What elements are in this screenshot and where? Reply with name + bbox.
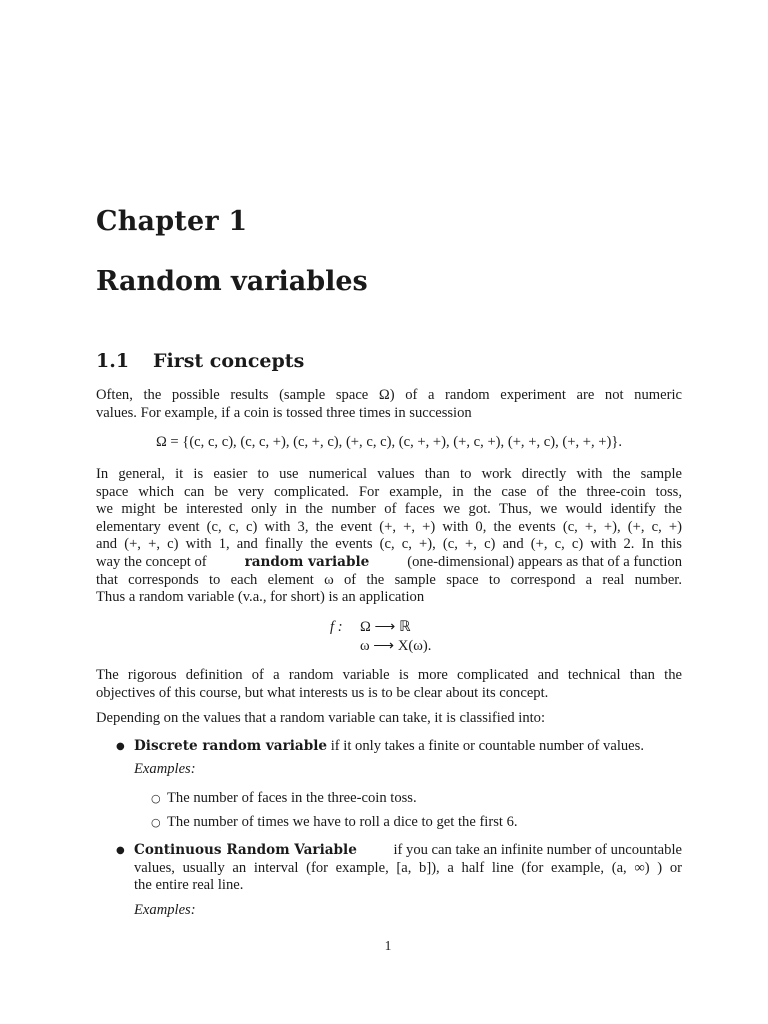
list-subitem: The number of faces in the three-coin toss. bbox=[167, 790, 417, 806]
term-random-variable: random variable bbox=[244, 553, 370, 570]
paragraph-line: The rigorous definition of a random variable is more complicated and technical than the bbox=[96, 667, 682, 683]
list-item-discrete bbox=[134, 738, 644, 756]
paragraph-classification bbox=[96, 710, 682, 728]
sample-space-formula: Ω = {(c, c, c), (c, c, +), (c, +, c), (+, c, c), (c, +, +), (+, c, +), (+, +, c), (+, +, +)}. bbox=[155, 434, 623, 450]
paragraph-line: objectives of this course, but what interests us is to be clear about its concept. bbox=[96, 684, 549, 701]
mapping-row bbox=[330, 618, 431, 637]
mapping-definition bbox=[330, 618, 431, 656]
term-discrete-random-variable: Discrete random variable bbox=[134, 738, 328, 754]
page-number: 1 bbox=[384, 938, 392, 953]
paragraph-line: Thus a random variable (v.a., for short) is an application bbox=[96, 589, 425, 606]
paragraph-line: elementary event (c, c, c) with 3, the event (+, +, +) with 0, the events (c, +, +), (+, c, +) bbox=[96, 518, 682, 535]
term-continuous-random-variable: Continuous Random Variable bbox=[134, 842, 357, 858]
paragraph-line: space which can be very complicated. For example, in the case of the three-coin toss, bbox=[96, 483, 682, 500]
mapping-row bbox=[330, 637, 431, 656]
mapping-domain: Ω ⟶ ℝ bbox=[360, 619, 411, 635]
list-item-text: if it only takes a finite or countable number of values. bbox=[330, 738, 644, 754]
circle-bullet-icon: ○ bbox=[151, 816, 161, 829]
text-run: (one-dimensional) appears as that of a function bbox=[407, 553, 682, 570]
chapter-title: Random variables bbox=[96, 266, 368, 297]
examples-label: Examples: bbox=[134, 902, 196, 918]
section-heading bbox=[96, 350, 304, 372]
bullet-icon: ● bbox=[116, 741, 125, 752]
mapping-function-name: f : bbox=[330, 619, 343, 635]
paragraph-line: Depending on the values that a random variable can take, it is classified into: bbox=[96, 710, 546, 726]
chapter-label: Chapter 1 bbox=[96, 206, 248, 237]
paragraph-line bbox=[96, 554, 682, 572]
paragraph-line: and (+, +, c) with 1, and finally the events (c, c, +), (c, +, c) and (+, c, c) with 2. In this bbox=[96, 536, 682, 553]
text-run: way the concept of bbox=[96, 553, 207, 570]
paragraph-line: Often, the possible results (sample space Ω) of a random experiment are not numeric bbox=[96, 387, 682, 403]
section-number: 1.1 bbox=[96, 350, 130, 372]
circle-bullet-icon: ○ bbox=[151, 792, 161, 805]
paragraph-line bbox=[134, 842, 682, 860]
section-title: First concepts bbox=[153, 350, 305, 372]
paragraph-intro bbox=[96, 387, 682, 422]
paragraph-numeric-values bbox=[96, 466, 682, 607]
bullet-icon: ● bbox=[116, 845, 125, 856]
examples-label: Examples: bbox=[134, 761, 196, 777]
paragraph-line: we might be interested only in the number of faces we got. Thus, we would identify the bbox=[96, 501, 682, 518]
mapping-value: ω ⟶ X(ω). bbox=[360, 638, 432, 654]
paragraph-line: that corresponds to each element ω of the sample space to correspond a real number. bbox=[96, 571, 682, 588]
list-subitem: The number of times we have to roll a dice to get the first 6. bbox=[167, 814, 518, 830]
paragraph-line: values, usually an interval (for example, [a, b]), a half line (for example, (a, ∞) ) or bbox=[134, 859, 682, 876]
paragraph-line: In general, it is easier to use numerical values than to work directly with the sample bbox=[96, 466, 682, 482]
paragraph-line: the entire real line. bbox=[134, 877, 244, 894]
list-item-text: if you can take an infinite number of uncountable bbox=[393, 842, 682, 858]
paragraph-definition-note bbox=[96, 667, 682, 702]
list-item-continuous bbox=[134, 842, 682, 895]
paragraph-line: values. For example, if a coin is tossed three times in succession bbox=[96, 404, 472, 421]
